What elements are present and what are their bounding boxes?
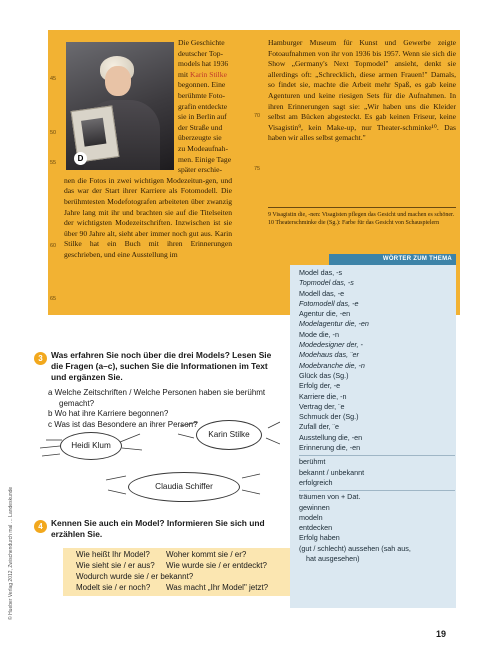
- phrase: Modelt sie / er noch?: [76, 583, 151, 592]
- footnote: 9 Visagistin die, -nen: Visagisten pflegen das Gesicht und machen es schöner.: [268, 212, 455, 218]
- vocab-divider: [299, 490, 455, 491]
- text-line: [178, 70, 232, 81]
- reading-left-column: [64, 38, 232, 260]
- vocab-list: [299, 268, 455, 564]
- vocab-item: berühmt: [299, 457, 326, 467]
- page-number: 19: [436, 629, 447, 639]
- text-line: deutscher Top-: [178, 48, 224, 58]
- question-item: c Was ist das Besondere an ihrer Person?: [48, 419, 198, 429]
- phrase: Wie wurde sie / er entdeckt?: [166, 561, 267, 570]
- line-number: 75: [254, 166, 261, 172]
- text-line: berühmte Foto-: [178, 90, 226, 100]
- vocab-item: Glück das (Sg.): [299, 370, 349, 380]
- phrase: Wodurch wurde sie / er bekannt?: [76, 572, 194, 581]
- bubble-heidi-klum: Heidi Klum: [60, 432, 122, 460]
- line-number: 55: [50, 160, 57, 166]
- task-3-title: Was erfahren Sie noch über die drei Models? Lesen Sie die Fragen (a–c), suchen Sie die Informationen im Text und ergänzen Sie.: [51, 350, 272, 382]
- vocab-item: Schmuck der (Sg.): [299, 412, 359, 422]
- vocab-item: Modehaus das, ¨er: [299, 350, 359, 360]
- vocab-item: Modell das, -e: [299, 288, 345, 298]
- text-line: grafin entdeckte: [178, 101, 228, 111]
- vocab-item: Ausstellung die, -en: [299, 432, 363, 442]
- line-number: 70: [254, 113, 261, 119]
- vocab-item: Fotomodell das, -e: [299, 298, 359, 308]
- vocab-item: bekannt / unbekannt: [299, 467, 365, 477]
- vocab-item: entdecken: [299, 523, 333, 533]
- vocab-item: Agentur die, -en: [299, 309, 351, 319]
- text-fragment: mit: [178, 69, 191, 79]
- copyright-notice: © Hueber Verlag 2012, Zwischendurch mal … Landeskunde: [8, 486, 14, 620]
- text-line: men. Einige Tage: [178, 154, 232, 164]
- text-line: sie in Berlin auf: [178, 112, 227, 122]
- vocab-item: modeln: [299, 512, 323, 522]
- footnotes: [268, 207, 456, 227]
- bubble-claudia-schiffer: Claudia Schiffer: [128, 472, 240, 502]
- reading-left-full-text: nen die Fotos in zwei wichtigen Modezeitun-gen, und das war der Start ihrer Karriere als Fotomodell. Die berühmtesten Modefotografen arbeiteten über zwanzig Jahre lang mit ihr und brachten sie auf die Titelseiten der wichtigsten Modezeitschriften. Inzwischen ist sie über 90 Jahre alt, sieht aber immer noch gut aus. Karin Stilke hat ein Buch mit ihren Erinnerungen geschrieben, und eine Ausstellung im: [64, 175, 232, 259]
- question-item: a Welche Zeitschriften / Welche Personen haben sie berühmt gemacht?: [48, 388, 266, 408]
- text-line: überzeugte sie: [178, 133, 222, 143]
- vocab-item: Model das, -s: [299, 268, 343, 277]
- phrase: Wie heißt Ihr Model?: [76, 550, 150, 559]
- vocab-item: Vertrag der, ¨e: [299, 401, 345, 411]
- vocab-item: Erfolg der, -e: [299, 381, 341, 391]
- line-number: 65: [50, 296, 57, 302]
- vocab-item: gewinnen: [299, 502, 330, 512]
- line-number: 60: [50, 243, 57, 249]
- bubble-karin-stilke: Karin Stilke: [196, 420, 262, 450]
- line-number: 50: [50, 130, 57, 136]
- reading-right-column: [268, 38, 456, 144]
- vocab-item: Topmodel das, -s: [299, 278, 354, 288]
- vocab-divider: [299, 455, 455, 456]
- task-4-number: 4: [34, 520, 47, 533]
- text-line: der Straße und: [178, 122, 223, 132]
- vocab-tab: WÖRTER ZUM THEMA: [329, 254, 456, 265]
- vocab-item: Modedesigner der, -: [299, 340, 363, 350]
- photo-label-d: D: [74, 152, 87, 165]
- phrase: Wie sieht sie / er aus?: [76, 561, 155, 570]
- vocab-item: (gut / schlecht) aussehen (sah aus,: [299, 543, 411, 553]
- vocab-item: träumen von + Dat.: [299, 492, 361, 502]
- vocab-item: Karriere die, -n: [299, 391, 347, 401]
- text-line: begonnen. Eine: [178, 80, 226, 90]
- text-line: models hat 1936: [178, 59, 229, 69]
- vocab-item: hat ausgesehen): [306, 554, 360, 564]
- phrase: Woher kommt sie / er?: [166, 550, 247, 559]
- vocab-item: Zufall der, ¨e: [299, 422, 339, 432]
- phrase: Was macht „Ihr Model" jetzt?: [166, 583, 269, 592]
- task-3-number: 3: [34, 352, 47, 365]
- text-line: zu Modeaufnah-: [178, 143, 228, 153]
- footnote: 10 Theaterschminke die (Sg.): Farbe für das Gesicht von Schauspielern: [268, 220, 440, 226]
- line-number: 45: [50, 76, 57, 82]
- reading-right-text: Hamburger Museum für Kunst und Gewerbe zeigte Fotoaufnahmen von ihr von 1936 bis 1957. Wenn sie sich die Show „Germany's Next Topmodel" ansieht, denkt sie allerdings oft: „Schrecklich, diese armen Frauen!" Damals, so findet sie, machte die Arbeit mehr Spaß, es gab keine Agenturen und keine riesigen Sets für die Aufnahmen. In ihren Erinnerungen sagt sie: „Wir haben uns die Kleider selbst am Bücken abgesteckt. Es gab keinen Friseur, keine Visagistin⁹, kein Make-up, nur Theater-schminke¹⁰. Das haben wir alles selbst gemacht.": [268, 38, 456, 143]
- vocab-item: Modelagentur die, -en: [299, 319, 369, 329]
- vocab-item: Erfolg haben: [299, 533, 340, 543]
- vocab-item: Erinnerung die, -en: [299, 443, 361, 453]
- question-item: b Wo hat ihre Karriere begonnen?: [48, 409, 169, 418]
- reading-left-narrow: [178, 38, 232, 176]
- text-line: später erschie-: [178, 165, 223, 175]
- highlighted-name: Karin Stilke: [190, 69, 227, 79]
- vocab-item: erfolgreich: [299, 477, 333, 487]
- text-line: Die Geschichte: [178, 38, 225, 47]
- vocab-item: Mode die, -n: [299, 329, 339, 339]
- task-4-title: Kennen Sie auch ein Model? Informieren Sie sich und erzählen Sie.: [51, 518, 265, 539]
- vocab-item: Modebranche die, -n: [299, 360, 365, 370]
